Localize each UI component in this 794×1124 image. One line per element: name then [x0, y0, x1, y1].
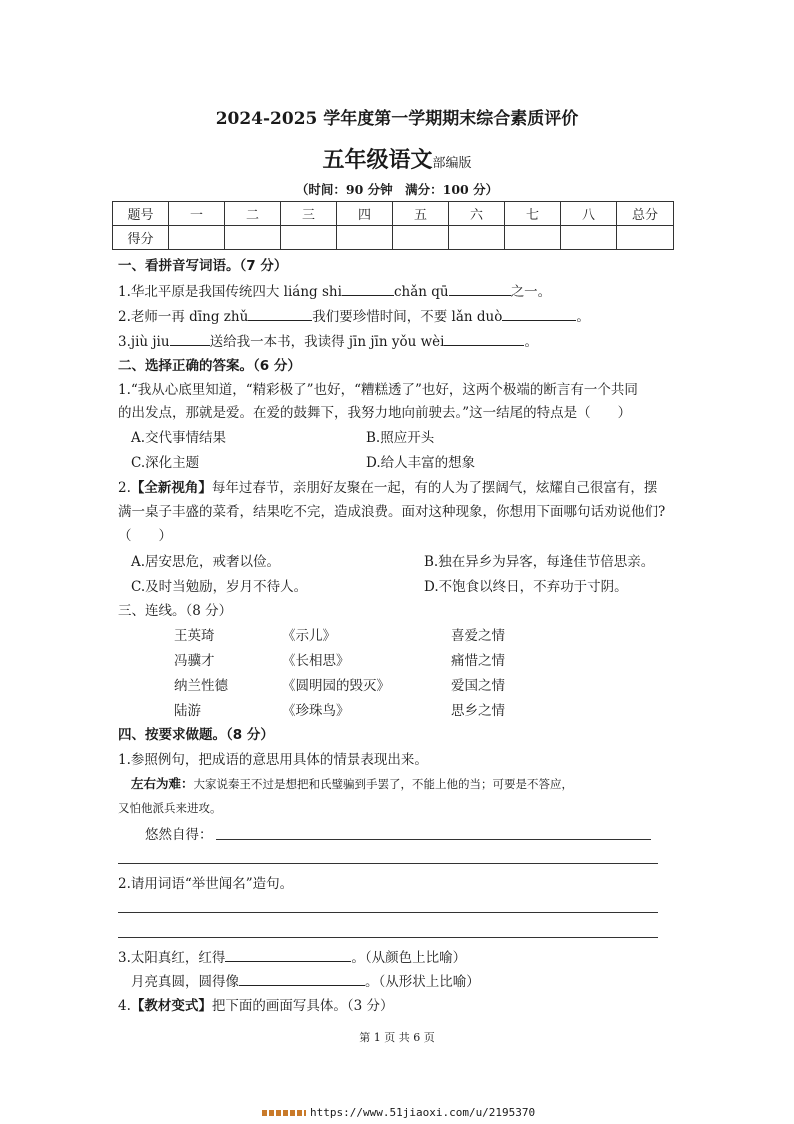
s2-q2-option-a[interactable]: A.居安思危，戒奢以俭。	[131, 554, 281, 570]
q2-tag: 【全新视角】	[130, 480, 212, 496]
answer-blank[interactable]	[449, 282, 511, 296]
section1-q3	[118, 332, 538, 351]
s2-q2-option-d[interactable]: D.不饱食以终日，不弃功于寸阴。	[424, 579, 628, 595]
score-input[interactable]	[337, 226, 393, 250]
s2-q2-option-c[interactable]: C.及时当勉励，岁月不待人。	[131, 579, 308, 595]
score-input[interactable]	[393, 226, 449, 250]
watermark-logo-icon	[262, 1110, 306, 1116]
s4-q1-prompt: 悠然自得：	[145, 827, 213, 843]
s4-example-line2: 又怕他派兵来进攻。	[118, 801, 222, 815]
cell-q3: 三	[281, 202, 337, 226]
cell-q7: 七	[505, 202, 561, 226]
s4-q1: 1.参照例句，把成语的意思用具体的情景表现出来。	[118, 752, 428, 768]
score-input[interactable]	[617, 226, 674, 250]
exam-title: 2024-2025 学年度第一学期期末综合素质评价	[215, 109, 579, 129]
q1-text-a: 1.华北平原是我国传统四大 liáng shi	[118, 284, 342, 300]
work-title[interactable]: 《长相思》	[282, 653, 350, 669]
s4-example-line1	[131, 775, 573, 793]
answer-blank[interactable]	[342, 282, 394, 296]
author-name[interactable]: 王英琦	[174, 628, 215, 644]
score-table-score-row	[113, 226, 674, 250]
feeling-label[interactable]: 爱国之情	[451, 678, 505, 694]
q2-text-b: 我们要珍惜时间，不要 lǎn duò	[312, 309, 503, 325]
s2-q2-line3: （ ）	[118, 528, 172, 544]
s4-q3-line1	[118, 948, 466, 967]
score-input[interactable]	[169, 226, 225, 250]
author-name[interactable]: 纳兰性德	[174, 678, 228, 694]
q1-text-b: chǎn qū	[393, 284, 449, 300]
s2-q2-line2: 满一桌子丰盛的菜肴，结果吃不完，造成浪费。面对这种现象，你想用下面哪句话劝说他们?	[118, 504, 666, 520]
answer-blank[interactable]	[225, 948, 351, 962]
answer-blank[interactable]	[248, 307, 312, 321]
answer-blank[interactable]	[502, 307, 576, 321]
q4-text: 把下面的画面写具体。（3 分）	[211, 998, 394, 1014]
q3-moon-hint: 。（从形状上比喻）	[365, 974, 480, 990]
subject-title	[0, 143, 794, 174]
feeling-label[interactable]: 痛惜之情	[451, 653, 505, 669]
cell-q5: 五	[393, 202, 449, 226]
author-name[interactable]: 冯骥才	[174, 653, 215, 669]
q2-number: 2.	[118, 480, 131, 496]
q3-text-c: 。	[524, 334, 538, 350]
work-title[interactable]: 《示儿》	[282, 628, 336, 644]
section1-q2	[118, 307, 590, 326]
s2-q2-option-b[interactable]: B.独在异乡为异客，每逢佳节倍思亲。	[424, 554, 655, 570]
cell-total: 总分	[617, 202, 674, 226]
cell-q8: 八	[561, 202, 617, 226]
q1-text-c: 之一。	[510, 284, 552, 300]
q3-sun-text: 3.太阳真红，红得	[118, 950, 226, 966]
q3-text-b: 送给我一本书，我读得 jīn jīn yǒu wèi	[209, 334, 445, 350]
cell-score-label: 得分	[113, 226, 169, 250]
q2-text-a: 2.老师一再 dīng zhǔ	[118, 309, 249, 325]
score-input[interactable]	[225, 226, 281, 250]
section4-title: 四、按要求做题。（8 分）	[118, 727, 274, 743]
answer-line[interactable]	[118, 863, 658, 864]
answer-line[interactable]	[118, 912, 658, 913]
example-text: 大家说秦王不过是想把和氏璧骗到手罢了，不能上他的当；可要是不答应，	[193, 777, 574, 791]
cell-q1: 一	[169, 202, 225, 226]
score-input[interactable]	[449, 226, 505, 250]
q4-number: 4.	[118, 998, 131, 1014]
q2-text: 每年过春节，亲朋好友聚在一起，有的人为了摆阔气，炫耀自己很富有，摆	[211, 480, 658, 496]
section1-q1	[118, 282, 551, 301]
s2-q1-option-a[interactable]: A.交代事情结果	[131, 430, 227, 446]
score-table-header-row	[113, 202, 674, 226]
s2-q1-line2: 的出发点，那就是爱。在爱的鼓舞下，我努力地向前驶去。”这一结尾的特点是（ ）	[118, 405, 632, 421]
s4-q4	[118, 997, 394, 1015]
score-input[interactable]	[561, 226, 617, 250]
answer-blank[interactable]	[444, 332, 524, 346]
s4-q2: 2.请用词语“举世闻名”造句。	[118, 876, 294, 892]
feeling-label[interactable]: 思乡之情	[451, 703, 505, 719]
q3-moon-text: 月亮真圆，圆得像	[131, 974, 239, 990]
score-input[interactable]	[505, 226, 561, 250]
section2-title: 二、选择正确的答案。（6 分）	[118, 358, 301, 374]
s2-q1-option-c[interactable]: C.深化主题	[131, 455, 200, 471]
watermark-url[interactable]	[262, 1106, 535, 1119]
example-label: 左右为难：	[131, 776, 194, 791]
s2-q1-option-d[interactable]: D.给人丰富的想象	[366, 455, 476, 471]
answer-blank[interactable]	[239, 972, 365, 986]
edition-label: 部编版	[432, 156, 472, 171]
q2-text-c: 。	[576, 309, 590, 325]
section3-title: 三、连线。（8 分）	[118, 603, 233, 619]
author-name[interactable]: 陆游	[174, 703, 201, 719]
watermark-text: https://www.51jiaoxi.com/u/2195370	[310, 1106, 536, 1119]
s2-q1-line1: 1.“我从心底里知道，“精彩极了”也好，“糟糕透了”也好，这两个极端的断言有一个共同	[118, 382, 638, 398]
answer-line[interactable]	[216, 839, 651, 840]
cell-q2: 二	[225, 202, 281, 226]
answer-blank[interactable]	[170, 332, 210, 346]
score-input[interactable]	[281, 226, 337, 250]
cell-q4: 四	[337, 202, 393, 226]
section1-title: 一、看拼音写词语。（7 分）	[118, 258, 288, 274]
cell-q6: 六	[449, 202, 505, 226]
s4-q3-line2	[131, 972, 480, 991]
work-title[interactable]: 《珍珠鸟》	[282, 703, 350, 719]
work-title[interactable]: 《圆明园的毁灭》	[282, 678, 390, 694]
feeling-label[interactable]: 喜爱之情	[451, 628, 505, 644]
q3-sun-hint: 。（从颜色上比喻）	[351, 950, 467, 966]
answer-line[interactable]	[118, 937, 658, 938]
grade-subject: 五年级语文	[322, 148, 433, 173]
q4-tag: 【教材变式】	[130, 998, 212, 1014]
cell-question-number: 题号	[113, 202, 169, 226]
score-table	[112, 201, 674, 250]
q3-text-a: 3.jiù jiu	[118, 334, 170, 350]
page-number: 第 1 页 共 6 页	[359, 1031, 435, 1044]
exam-info: （时间：90 分钟 满分：100 分）	[295, 182, 499, 197]
s2-q2-line1	[118, 479, 657, 497]
s2-q1-option-b[interactable]: B.照应开头	[366, 430, 435, 446]
